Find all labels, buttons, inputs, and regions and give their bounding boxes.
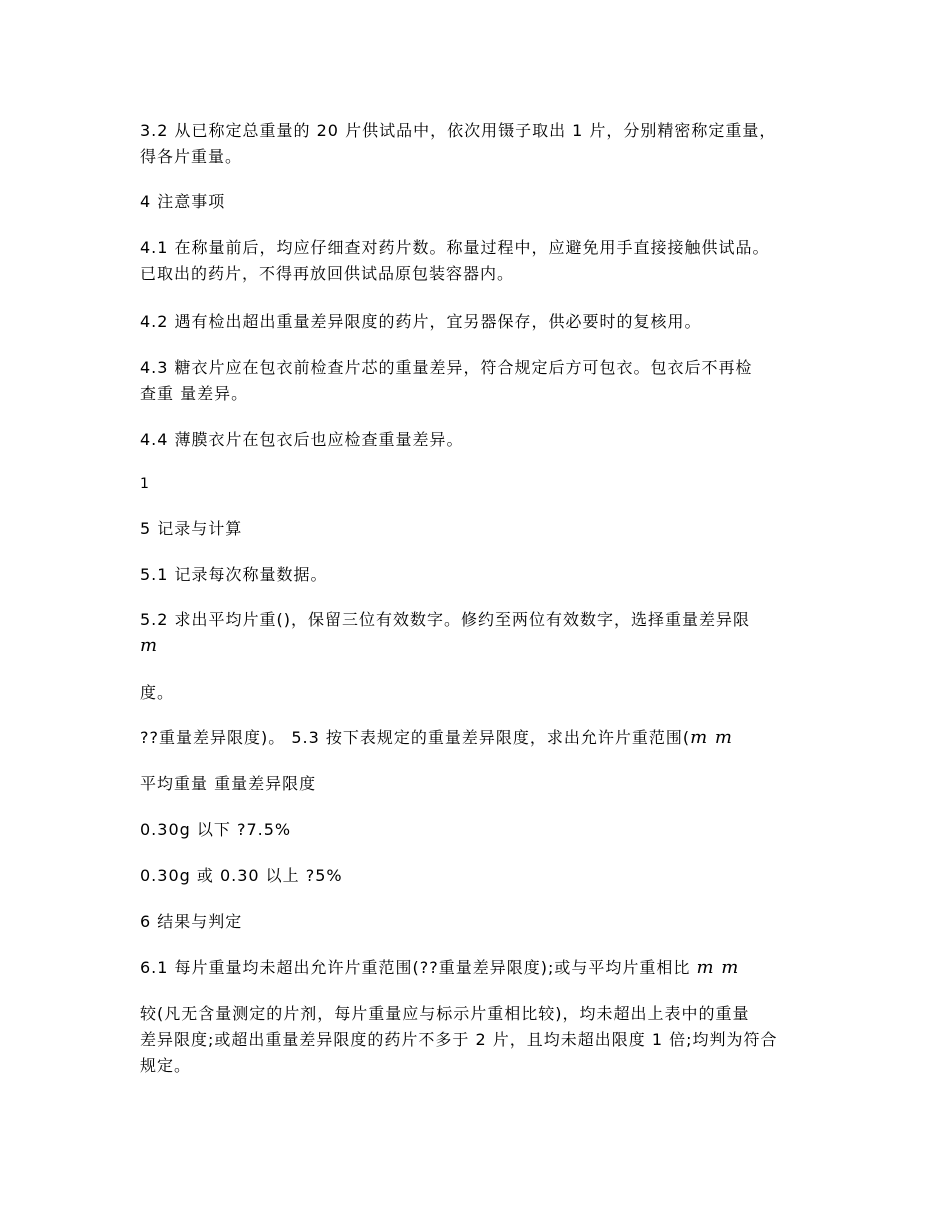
paragraph-3-2 bbox=[140, 118, 820, 170]
paragraph-line: 已取出的药片，不得再放回供试品原包装容器内。 bbox=[140, 264, 515, 283]
paragraph-line: 3.2 从已称定总重量的 20 片供试品中，依次用镊子取出 1 片，分别精密称定重量， bbox=[140, 121, 777, 140]
math-symbol: m m bbox=[690, 727, 733, 748]
paragraph-line: 规定。 bbox=[140, 1056, 192, 1075]
paragraph-6-1-continued bbox=[140, 1001, 820, 1079]
heading-5: 5 记录与计算 bbox=[140, 519, 243, 538]
table-header: 平均重量 重量差异限度 bbox=[140, 774, 317, 793]
paragraph-5-2-continued: 度。 bbox=[140, 683, 175, 702]
paragraph-6-1 bbox=[140, 955, 820, 981]
paragraph-line: 4.1 在称量前后，均应仔细查对药片数。称量过程中，应避免用手直接接触供试品。 bbox=[140, 238, 770, 257]
math-symbol: m m bbox=[696, 957, 740, 978]
paragraph-line: 得各片重量。 bbox=[140, 147, 243, 166]
paragraph-line: 5.2 求出平均片重()，保留三位有效数字。修约至两位有效数字，选择重量差异限 bbox=[140, 610, 751, 629]
paragraph-5-2 bbox=[140, 607, 820, 659]
math-symbol: m bbox=[140, 635, 159, 656]
paragraph-line: 较(凡无含量测定的片剂，每片重量应与标示片重相比较)，均未超出上表中的重量 bbox=[140, 1004, 750, 1023]
paragraph-4-1 bbox=[140, 235, 820, 287]
paragraph-line: 查重 量差异。 bbox=[140, 384, 249, 403]
paragraph-text: ??重量差异限度)。 5.3 按下表规定的重量差异限度，求出允许片重范围( bbox=[140, 728, 691, 747]
paragraph-text: 6.1 每片重量均未超出允许片重范围(??重量差异限度);或与平均片重相比 bbox=[140, 958, 697, 977]
table-row: 0.30g 或 0.30 以上 ?5% bbox=[140, 866, 343, 885]
table-row: 0.30g 以下 ?7.5% bbox=[140, 820, 292, 839]
paragraph-4-2: 4.2 遇有检出超出重量差异限度的药片，宜另器保存，供必要时的复核用。 bbox=[140, 312, 702, 331]
heading-6: 6 结果与判定 bbox=[140, 912, 243, 931]
paragraph-line: 差异限度;或超出重量差异限度的药片不多于 2 片，且均未超出限度 1 倍;均判为符合 bbox=[140, 1030, 778, 1049]
page-number: 1 bbox=[140, 476, 150, 492]
paragraph-line: 4.3 糖衣片应在包衣前检查片芯的重量差异，符合规定后方可包衣。包衣后不再检 bbox=[140, 358, 753, 377]
paragraph-5-3 bbox=[140, 725, 820, 751]
heading-4: 4 注意事项 bbox=[140, 192, 226, 211]
paragraph-4-3 bbox=[140, 355, 820, 407]
paragraph-4-4: 4.4 薄膜衣片在包衣后也应检查重量差异。 bbox=[140, 430, 464, 449]
paragraph-5-1: 5.1 记录每次称量数据。 bbox=[140, 565, 328, 584]
